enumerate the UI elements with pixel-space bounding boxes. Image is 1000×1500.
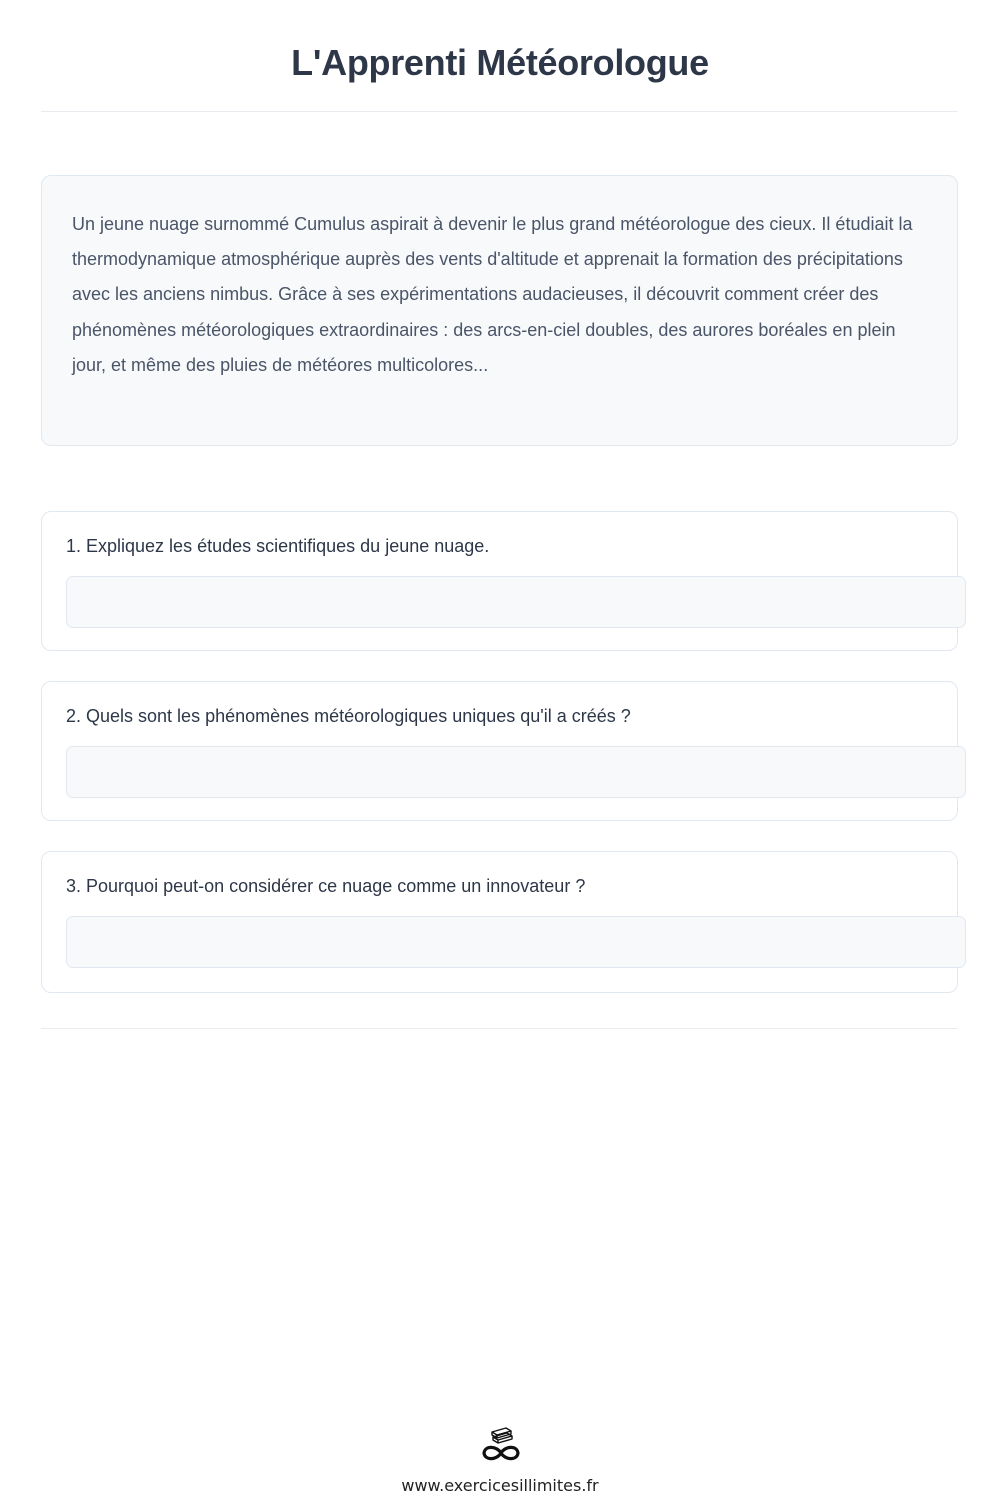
page-title: L'Apprenti Météorologue: [291, 42, 709, 83]
infinity-books-icon: [476, 1424, 526, 1464]
answer-input-1[interactable]: [66, 576, 966, 628]
story-panel: [41, 175, 958, 446]
question-card-3: [41, 851, 958, 993]
story-text: Un jeune nuage surnommé Cumulus aspirait à devenir le plus grand météorologue des cieux. Il étudiait la thermodynamique atmosphérique auprès des vents d'altitude et apprenait la formation des précipitations avec les anciens nimbus. Grâce à ses expérimentations audacieuses, il découvrit comment créer des phénomènes météorologiques extraordinaires : des arcs-en-ciel doubles, des aurores boréales en plein jour, et même des pluies de météores multicolores...: [72, 214, 913, 375]
header-divider: [41, 111, 958, 112]
question-card-2: [41, 681, 958, 821]
question-label-2: 2. Quels sont les phénomènes météorologiques uniques qu'il a créés ?: [66, 706, 631, 726]
answer-input-3[interactable]: [66, 916, 966, 968]
question-label-1: 1. Expliquez les études scientifiques du jeune nuage.: [66, 536, 490, 556]
footer-url: www.exercicesillimites.fr: [401, 1476, 599, 1495]
question-label-3: 3. Pourquoi peut-on considérer ce nuage comme un innovateur ?: [66, 876, 586, 896]
answer-input-2[interactable]: [66, 746, 966, 798]
question-card-1: [41, 511, 958, 651]
footer-divider: [41, 1028, 958, 1029]
